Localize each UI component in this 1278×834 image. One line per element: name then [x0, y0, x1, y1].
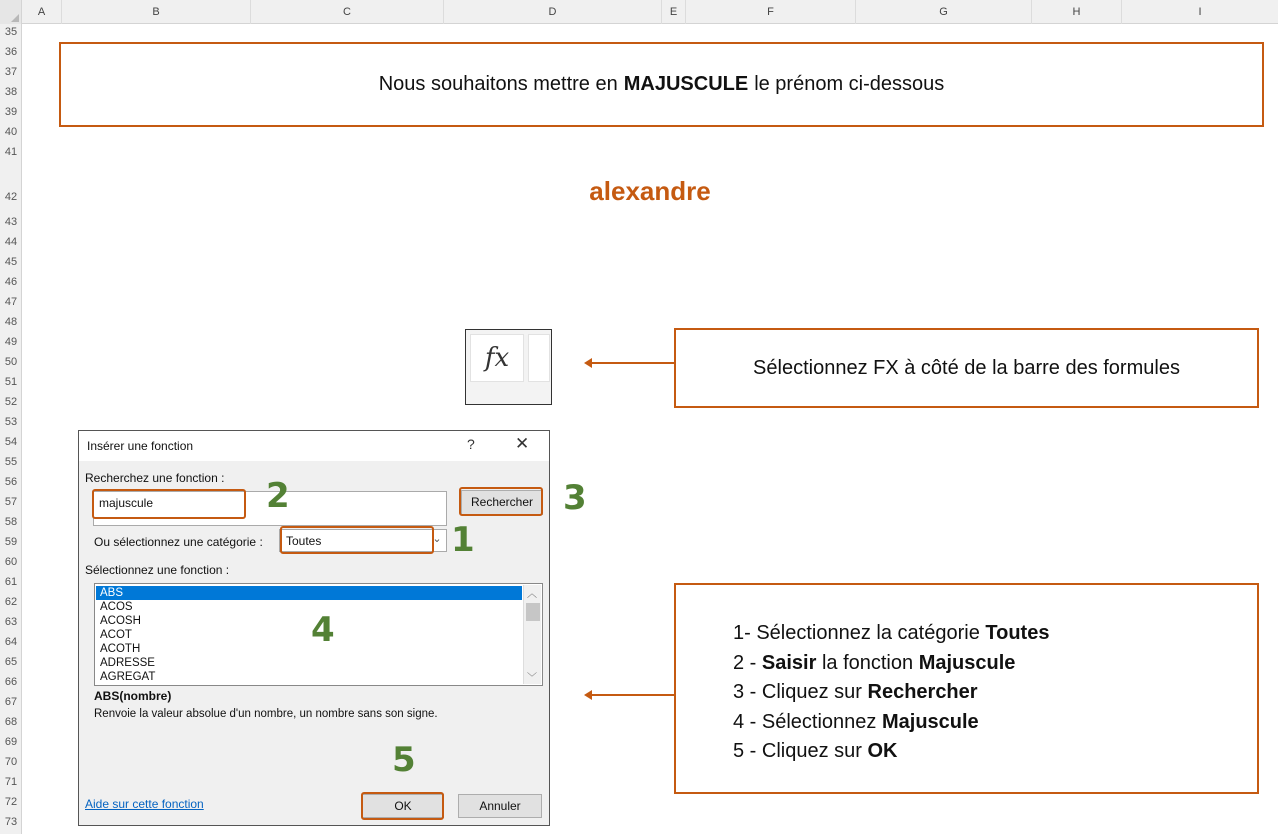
list-item[interactable]: AGREGAT — [100, 671, 156, 683]
row-header[interactable]: 40 — [4, 126, 18, 138]
row-header[interactable]: 70 — [4, 756, 18, 768]
column-header-f[interactable]: F — [686, 0, 856, 24]
list-item[interactable]: ACOTH — [100, 643, 141, 655]
step-number-5: 5 — [392, 740, 416, 780]
row-header[interactable]: 71 — [4, 776, 18, 788]
row-header[interactable]: 43 — [4, 216, 18, 228]
step-2-suffix: la fonction — [816, 651, 919, 674]
step-2-bold: Saisir — [761, 651, 817, 674]
step-number-2: 2 — [266, 476, 290, 516]
row-header[interactable]: 48 — [4, 316, 18, 328]
row-header[interactable]: 67 — [4, 696, 18, 708]
close-icon[interactable]: ✕ — [515, 434, 530, 453]
column-header-i[interactable]: I — [1198, 6, 1202, 18]
row-header[interactable]: 42 — [4, 191, 18, 203]
list-item[interactable]: ACOS — [100, 601, 133, 613]
list-scrollbar[interactable] — [523, 585, 541, 684]
row-header[interactable]: 58 — [4, 516, 18, 528]
row-header[interactable]: 69 — [4, 736, 18, 748]
chevron-down-icon[interactable]: ⌄ — [432, 533, 442, 545]
search-button-highlight — [459, 487, 543, 516]
row-header[interactable]: 66 — [4, 676, 18, 688]
step-1-prefix: 1- Sélectionnez la catégorie — [733, 622, 986, 644]
search-input-value: majuscule — [99, 496, 154, 510]
function-help-link[interactable]: Aide sur cette fonction — [85, 797, 204, 811]
step-number-4: 4 — [311, 610, 335, 650]
column-header-h[interactable]: H — [1032, 0, 1122, 24]
row-header[interactable]: 35 — [4, 26, 18, 38]
dialog-title: Insérer une fonction — [87, 439, 194, 453]
select-all-corner[interactable] — [0, 0, 22, 24]
row-header[interactable]: 44 — [4, 236, 18, 248]
column-header-g[interactable]: G — [856, 0, 1032, 24]
search-label: Recherchez une fonction : — [85, 471, 225, 485]
column-header-d[interactable]: D — [444, 0, 662, 24]
step-number-3: 3 — [563, 478, 587, 518]
row-header[interactable]: 72 — [4, 796, 18, 808]
scroll-up-icon[interactable]: ︿ — [527, 589, 537, 600]
row-header[interactable]: 73 — [4, 816, 18, 828]
function-list-label: Sélectionnez une fonction : — [85, 563, 230, 577]
row-header-bar — [0, 24, 22, 834]
arrow-left-icon — [586, 694, 674, 696]
step-3-prefix: 3 - Cliquez sur — [733, 681, 868, 703]
row-header[interactable]: 64 — [4, 636, 18, 648]
step-1-bold: Toutes — [985, 622, 1050, 644]
row-header[interactable]: 36 — [4, 46, 18, 58]
title-text-bold: MAJUSCULE — [623, 73, 749, 95]
step-5-prefix: 5 - Cliquez sur — [733, 740, 868, 762]
formula-bar-snippet — [528, 334, 550, 382]
row-header[interactable]: 56 — [4, 476, 18, 488]
row-header[interactable]: 51 — [4, 376, 18, 388]
category-label: Ou sélectionnez une catégorie : — [94, 535, 263, 549]
list-item[interactable]: ADRESSE — [100, 657, 155, 669]
step-line-2 — [733, 649, 1257, 679]
column-header-bar — [0, 0, 1278, 24]
row-header[interactable]: 39 — [4, 106, 18, 118]
category-value: Toutes — [286, 534, 322, 548]
scroll-thumb[interactable] — [526, 603, 540, 621]
row-header[interactable]: 68 — [4, 716, 18, 728]
row-header[interactable]: 65 — [4, 656, 18, 668]
ok-button-highlight — [361, 792, 444, 820]
list-item[interactable]: ACOSH — [100, 615, 141, 627]
column-header-c[interactable]: C — [251, 0, 444, 24]
column-header-e[interactable]: E — [662, 0, 686, 24]
function-description: Renvoie la valeur absolue d'un nombre, un nombre sans son signe. — [94, 708, 438, 720]
step-line-3 — [733, 678, 1257, 708]
step-4-prefix: 4 - Sélectionnez — [733, 710, 882, 733]
row-header[interactable]: 50 — [4, 356, 18, 368]
row-header[interactable]: 57 — [4, 496, 18, 508]
scroll-down-icon[interactable]: ﹀ — [527, 673, 537, 684]
search-highlight — [92, 489, 246, 519]
ok-button[interactable]: OK — [362, 794, 444, 818]
step-line-4 — [733, 708, 1257, 738]
fx-button-screenshot — [465, 329, 552, 405]
row-header[interactable]: 38 — [4, 86, 18, 98]
row-header[interactable]: 41 — [4, 146, 18, 158]
function-signature: ABS(nombre) — [94, 689, 172, 703]
row-header[interactable]: 60 — [4, 556, 18, 568]
title-text-after: le prénom ci-dessous — [754, 73, 945, 95]
step-line-1 — [733, 619, 1257, 649]
row-header[interactable]: 63 — [4, 616, 18, 628]
first-name-cell[interactable]: alexandre — [589, 176, 711, 206]
row-header[interactable]: 37 — [4, 66, 18, 78]
instruction-title-box — [59, 42, 1264, 127]
step-number-1: 1 — [451, 520, 475, 560]
list-item[interactable]: ACOT — [100, 629, 132, 641]
row-header[interactable]: 47 — [4, 296, 18, 308]
cancel-button[interactable]: Annuler — [458, 794, 542, 818]
row-header[interactable]: 52 — [4, 396, 18, 408]
arrow-left-icon — [586, 362, 674, 364]
fx-instruction-box — [674, 328, 1259, 408]
search-button[interactable]: Rechercher — [461, 490, 543, 515]
title-text-before: Nous souhaitons mettre en — [378, 73, 618, 95]
dialog-titlebar — [79, 431, 549, 461]
row-header[interactable]: 55 — [4, 456, 18, 468]
row-header[interactable]: 53 — [4, 416, 18, 428]
fx-icon[interactable]: fx — [470, 334, 524, 382]
row-header[interactable]: 61 — [4, 576, 18, 588]
row-header[interactable]: 59 — [4, 536, 18, 548]
category-highlight — [280, 526, 434, 554]
list-item[interactable]: ABS — [96, 586, 522, 600]
step-3-bold: Rechercher — [867, 681, 978, 703]
steps-instruction-box — [674, 583, 1259, 794]
help-icon[interactable]: ? — [467, 436, 475, 452]
row-header[interactable]: 46 — [4, 276, 18, 288]
step-line-5 — [733, 737, 1257, 767]
row-header[interactable]: 62 — [4, 596, 18, 608]
column-header-a[interactable]: A — [22, 0, 62, 24]
row-header[interactable]: 45 — [4, 256, 18, 268]
row-header[interactable]: 49 — [4, 336, 18, 348]
fx-instruction-text: Sélectionnez FX à côté de la barre des formules — [753, 356, 1180, 379]
row-header[interactable]: 54 — [4, 436, 18, 448]
step-2-prefix: 2 - — [733, 651, 762, 674]
step-5-bold: OK — [867, 740, 898, 762]
step-4-bold: Majuscule — [881, 710, 979, 733]
column-header-b[interactable]: B — [62, 0, 251, 24]
step-2-bold2: Majuscule — [918, 651, 1016, 674]
